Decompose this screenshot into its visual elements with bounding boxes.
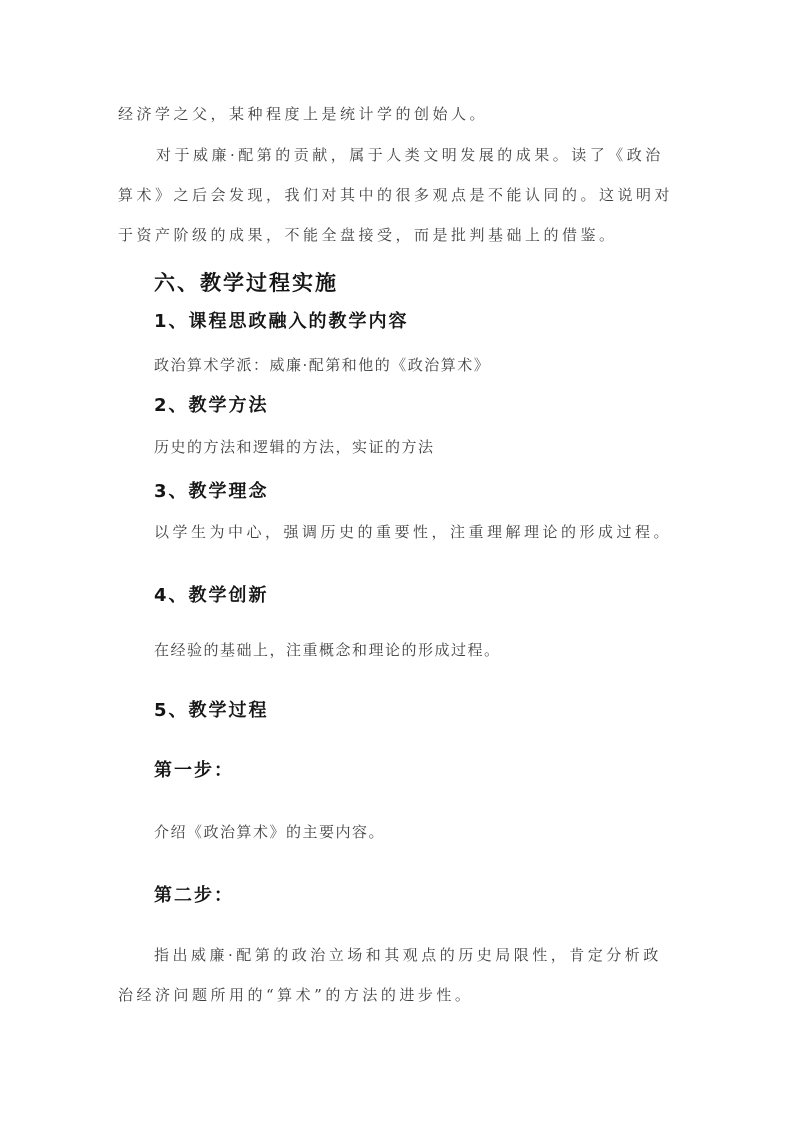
- answer-step-1: [118, 812, 684, 852]
- text-line: 指出威廉·配第的政治立场和其观点的历史局限性，肯定分析政: [154, 946, 662, 964]
- heading-step-1: [118, 751, 684, 791]
- heading-step-2: [118, 876, 684, 916]
- heading-text: 5、教学过程: [154, 700, 269, 721]
- heading-text: 2、教学方法: [154, 395, 269, 416]
- heading-section-6: [118, 263, 684, 303]
- answer-item-1: [118, 345, 684, 385]
- text-line: 历史的方法和逻辑的方法，实证的方法: [154, 438, 435, 456]
- heading-text: 六、教学过程实施: [154, 271, 338, 295]
- text-line: 治经济问题所用的“算术”的方法的进步性。: [118, 986, 474, 1004]
- heading-item-5: [118, 691, 684, 731]
- heading-text: 1、课程思政融入的教学内容: [154, 311, 409, 332]
- text-line: 以学生为中心，强调历史的重要性，注重理解理论的形成过程。: [154, 523, 673, 541]
- text-line: 政治算术学派：威廉·配第和他的《政治算术》: [154, 356, 491, 374]
- answer-item-4: [118, 630, 684, 670]
- text-line: 在经验的基础上，注重概念和理论的形成过程。: [154, 641, 501, 659]
- heading-text: 4、教学创新: [154, 585, 269, 606]
- heading-text: 第二步：: [154, 885, 234, 906]
- answer-item-2: [118, 427, 684, 467]
- para-statistics-founder: [118, 94, 684, 134]
- para-petty-contribution: [118, 135, 684, 255]
- heading-item-3: [118, 472, 684, 512]
- text-line: 于资产阶级的成果，不能全盘接受，而是批判基础上的借鉴。: [118, 226, 618, 244]
- heading-item-4: [118, 576, 684, 616]
- text-line: 介绍《政治算术》的主要内容。: [154, 823, 386, 841]
- para-step-2: [118, 935, 684, 1015]
- text-line: 对于威廉·配第的贡献，属于人类文明发展的成果。读了《政治: [156, 146, 664, 164]
- answer-item-3: [118, 512, 684, 552]
- heading-item-1: [118, 302, 684, 342]
- heading-text: 3、教学理念: [154, 481, 269, 502]
- heading-item-2: [118, 386, 684, 426]
- text-line: 算术》之后会发现，我们对其中的很多观点是不能认同的。这说明对: [118, 186, 674, 204]
- heading-text: 第一步：: [154, 760, 234, 781]
- text-line: 经济学之父，某种程度上是统计学的创始人。: [118, 105, 489, 123]
